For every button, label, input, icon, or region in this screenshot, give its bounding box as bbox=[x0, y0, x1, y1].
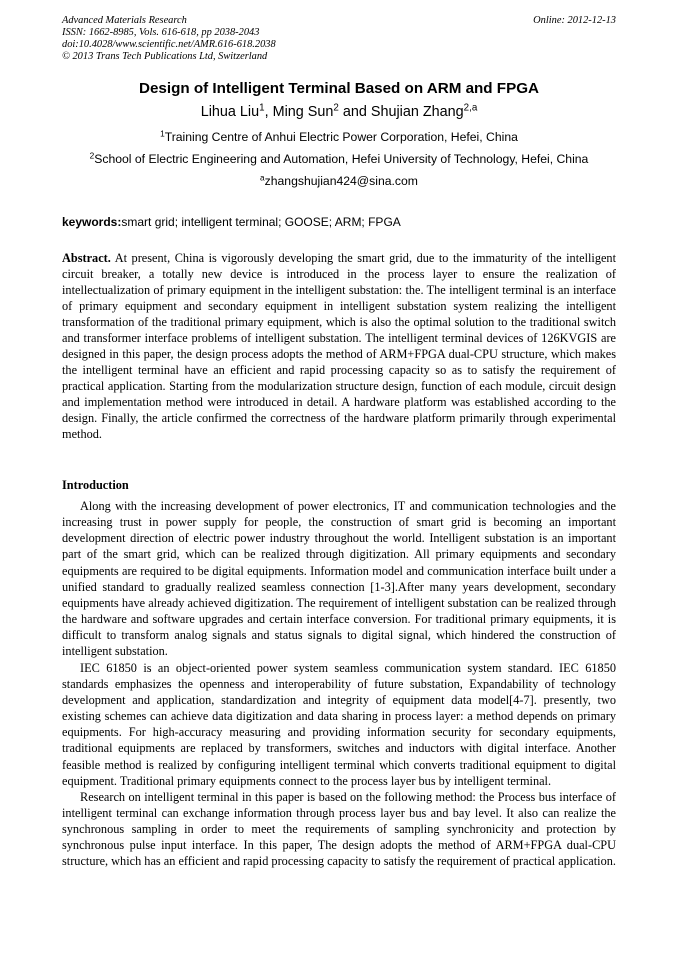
author-separator: , bbox=[264, 104, 273, 120]
doi-line: doi:10.4028/www.scientific.net/AMR.616-618.2038 bbox=[62, 39, 276, 50]
author-name: Ming Sun bbox=[272, 104, 334, 120]
author-affiliation-mark: 1 bbox=[259, 102, 265, 114]
author-separator: and bbox=[338, 104, 371, 120]
abstract-paragraph bbox=[62, 250, 616, 442]
body-paragraph: Research on intelligent terminal in this paper is based on the following method: the Process bus interface of intelligent terminal can exchange information through process layer bus and bay level. It also can realize the synchronous sampling in order to meet the requirements of sampling synchronicity and protection by synchronous pulse input interface. In this paper, The design adopts the method of ARM+FPGA dual-CPU structure, which has an efficient and rapid processing capacity to satisfy the requirement of practical application. bbox=[62, 789, 616, 869]
affiliation-mark: 2 bbox=[89, 150, 95, 161]
body-paragraph: IEC 61850 is an object-oriented power system seamless communication system standard. IEC 61850 standards emphasizes the openness and interoperability of future substation, Expandability of technology development and application, standardization and integrity of equipment data model[4-7]. presently, two existing schemes can achieve data digitization and data sharing in process layer: a method depends on primary equipments. For high-accuracy measuring and providing information security for secondary equipments, traditional equipments are replaced by transformers, switches and inductors with digital interface. Another feasible method is realized by configuring intelligent terminal which converts traditional equipment to digital equipment. Traditional primary equipments connect to the process layer bus by intelligent terminal. bbox=[62, 660, 616, 788]
affiliation-2 bbox=[40, 151, 638, 167]
online-date: Online: 2012-12-13 bbox=[533, 15, 616, 26]
affiliation-mark: 1 bbox=[160, 128, 165, 139]
abstract-text: At present, China is vigorously developing the smart grid, due to the immaturity of the intelligent circuit breaker, a totally new device is introduced in the process layer to ensure the realization of intellectualization of primary equipment in the intelligent substation: the. The intelligent terminal is an interface of primary equipment and secondary equipment in intelligent substation system realizing the intelligent transformation of the traditional primary equipment, which is also the optimal solution to the traditional switch and transformer interface problems of intelligent substation. The intelligent terminal devices of 126KVGIS are designed in this paper, the design process adopts the method of ARM+FPGA dual-CPU structure, which makes the intelligent terminal have an efficient and rapid processing capacity so as to satisfy the requirement of practical application. Starting from the modularization structure design, function of each module, circuit design and implementation method were introduced in detail. A hardware platform was established according to the design. Finally, the article confirmed the correctness of the hardware platform primarily through experimental method. bbox=[62, 251, 616, 441]
affiliation-text: School of Electric Engineering and Automation, Hefei University of Technology, Hefei, China bbox=[94, 152, 589, 166]
paper-title: Design of Intelligent Terminal Based on ARM and FPGA bbox=[139, 80, 539, 97]
author-list bbox=[62, 102, 616, 122]
author-name: Lihua Liu bbox=[200, 104, 260, 120]
copyright-line: © 2013 Trans Tech Publications Ltd, Switzerland bbox=[62, 51, 268, 62]
publication-header bbox=[62, 15, 616, 63]
abstract-label: Abstract. bbox=[62, 251, 111, 265]
affiliation-text: Training Centre of Anhui Electric Power Corporation, Hefei, China bbox=[164, 130, 518, 144]
keywords-line bbox=[62, 214, 616, 230]
affiliation-1 bbox=[40, 129, 638, 145]
body-paragraph: Along with the increasing development of power electronics, IT and communication technologies and the increasing trust in power supply for people, the construction of smart grid is becoming an important development direction of electric power industry throughout the world. Intelligent substation is an important part of the smart grid, which can be realized through digitization. All primary equipments and secondary equipments are required to be digital equipments. Information model and communication interface built under a unified standard to gradually realized seamless connection [1-3].After many years development, secondary equipments have already achieved digitization. The requirement of intelligent substation can be realized through the hardware and software upgrades and certain interface conversion. For traditional primary equipments, it is difficult to transform analog signals and status signals to digital signal, which hindered the construction of intelligent substation. bbox=[62, 499, 616, 659]
author-affiliation-mark: 2 bbox=[333, 102, 339, 114]
email-address: zhangshujian424@sina.com bbox=[264, 174, 418, 188]
author-name: Shujian Zhang bbox=[370, 104, 464, 120]
corresponding-email bbox=[40, 173, 638, 189]
keywords-label: keywords: bbox=[62, 215, 122, 229]
introduction-heading: Introduction bbox=[62, 478, 129, 492]
email-mark: a bbox=[260, 172, 265, 183]
author-affiliation-mark: 2,a bbox=[463, 102, 478, 114]
introduction-body bbox=[62, 498, 616, 870]
journal-name: Advanced Materials Research bbox=[62, 15, 187, 26]
keywords-text: smart grid; intelligent terminal; GOOSE; ARM; FPGA bbox=[121, 215, 401, 229]
issn-line: ISSN: 1662-8985, Vols. 616-618, pp 2038-2043 bbox=[62, 27, 260, 38]
